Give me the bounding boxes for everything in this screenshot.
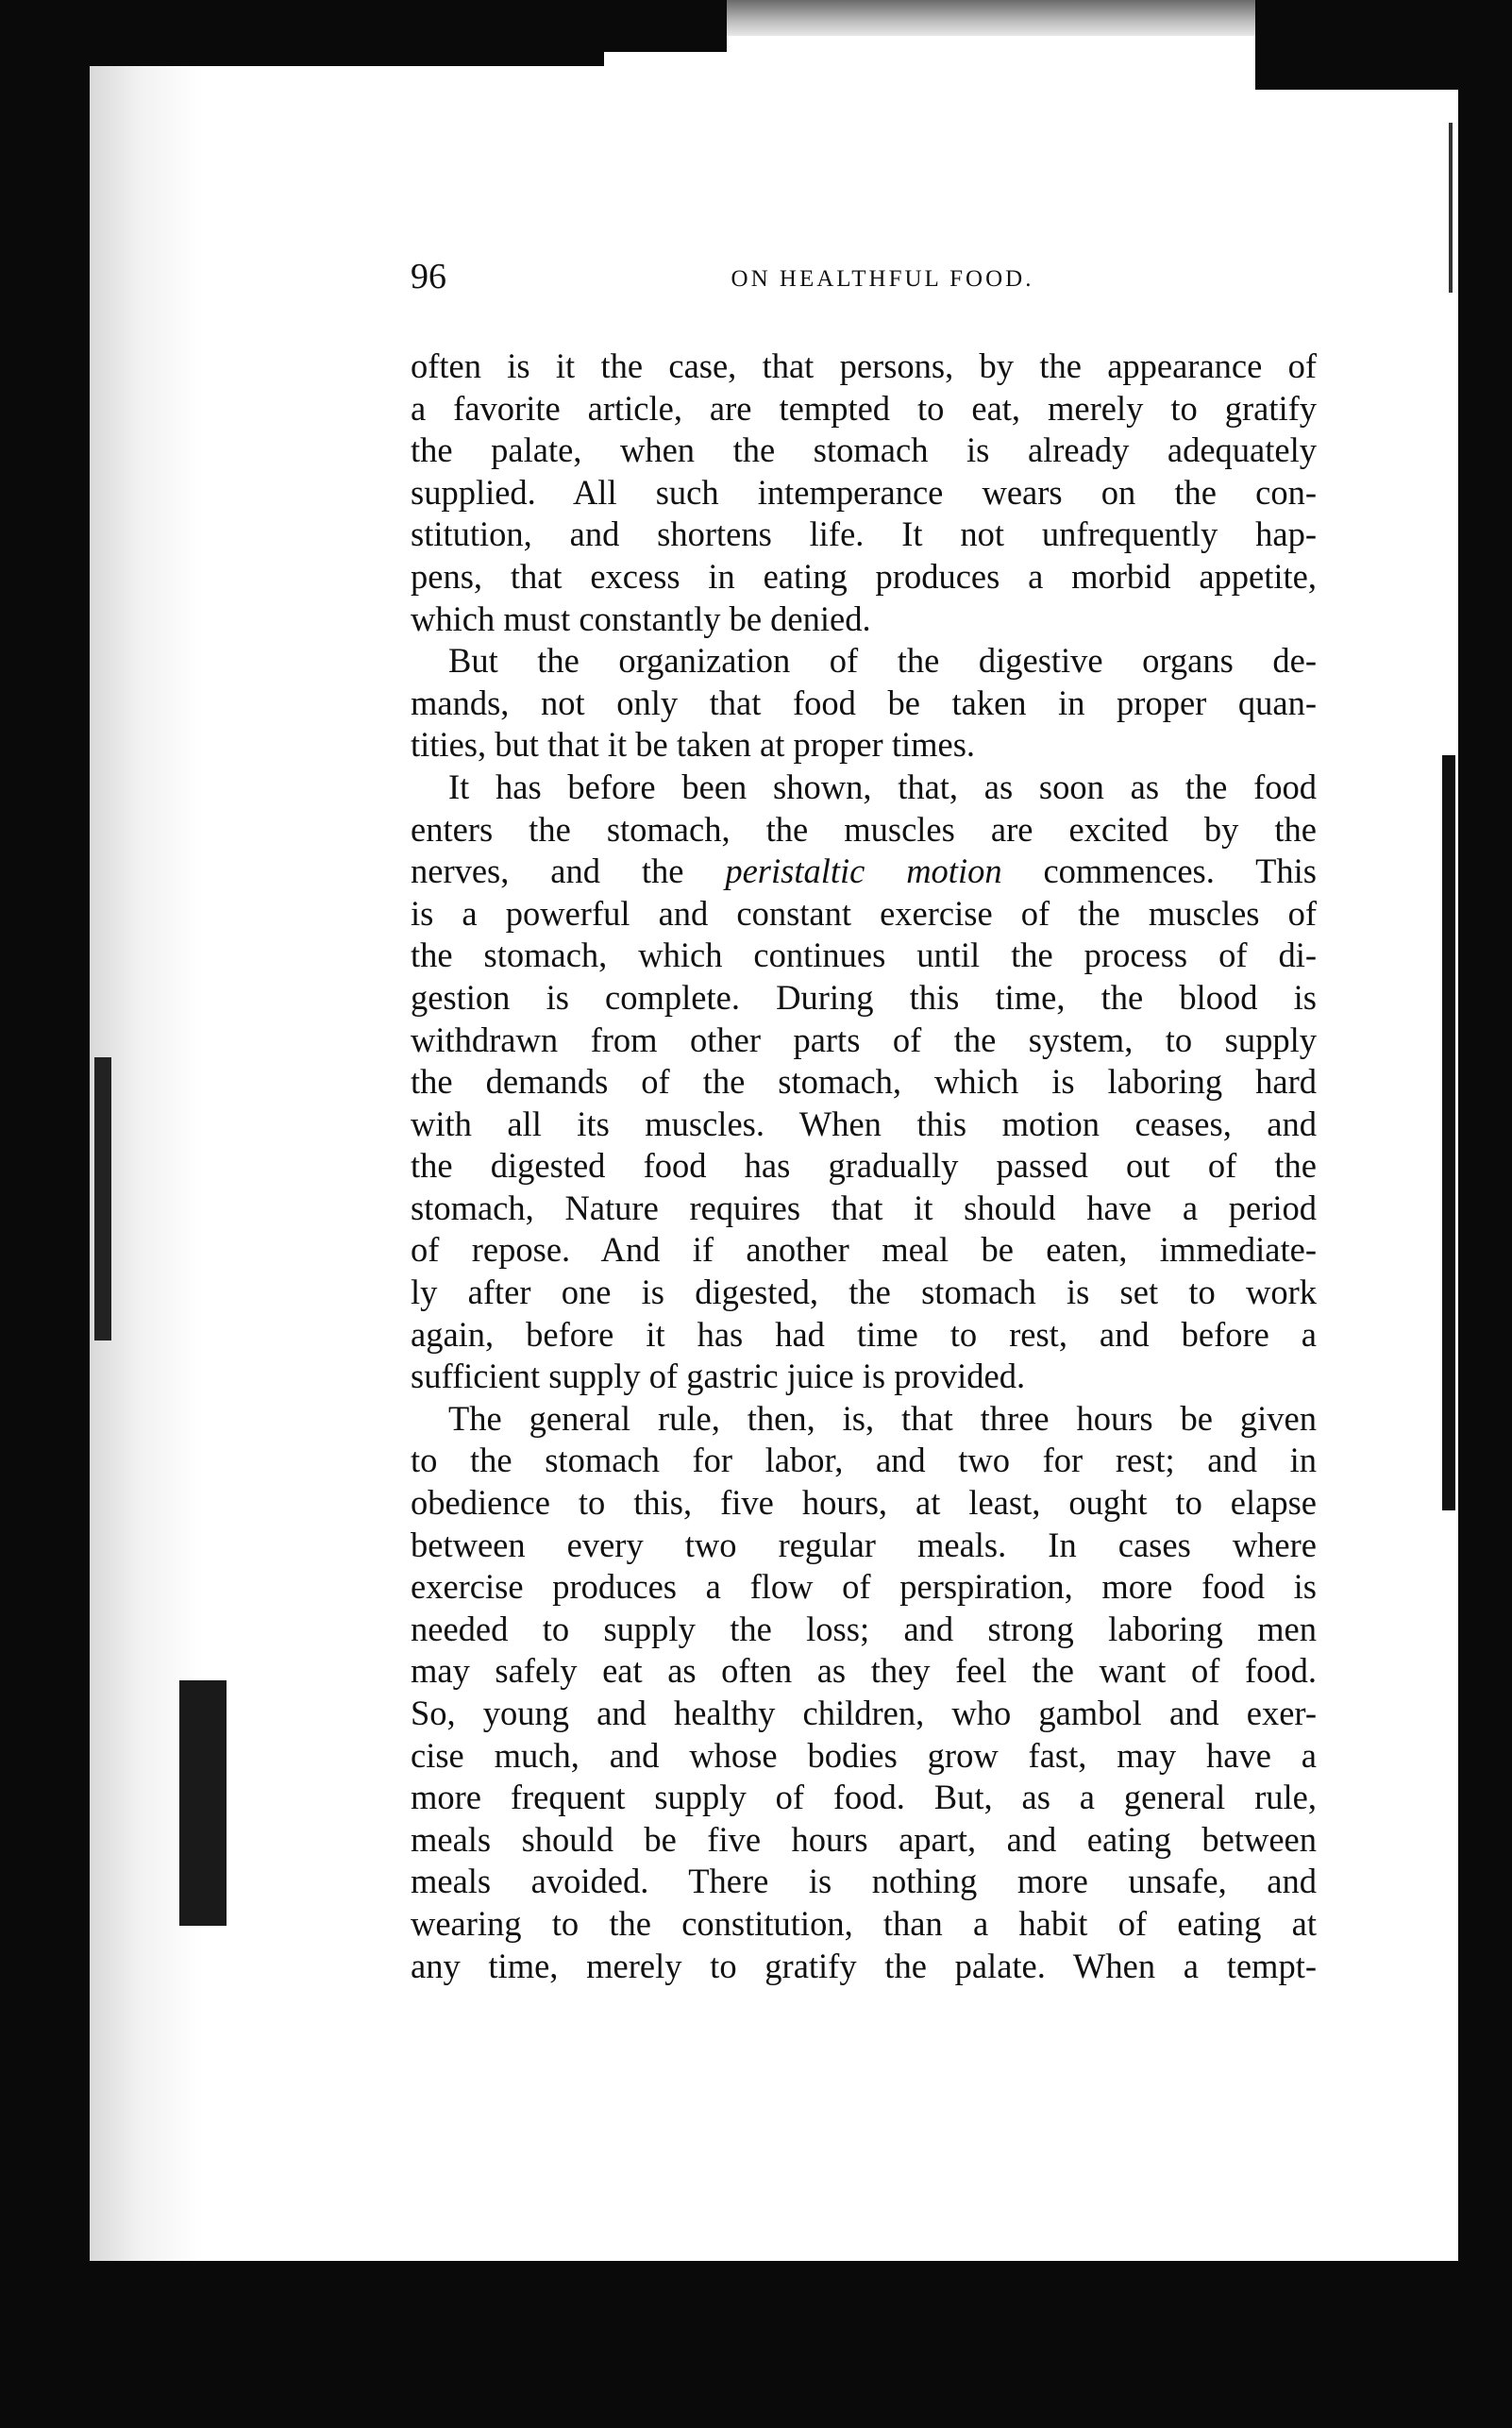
text-line: But the organization of the digestive organs de- xyxy=(448,641,1317,681)
running-head xyxy=(411,253,1317,300)
right-scan-border xyxy=(1458,76,1512,2428)
text-line: meals avoided. There is nothing more unsafe, and xyxy=(411,1862,1317,1901)
text-line: more frequent supply of food. But, as a general rule, xyxy=(411,1778,1317,1817)
text-line: tities, but that it be taken at proper times. xyxy=(411,725,976,765)
running-title: ON HEALTHFUL FOOD. xyxy=(731,266,1034,292)
top-scan-strip xyxy=(727,0,1255,36)
text-line: which must constantly be denied. xyxy=(411,599,871,638)
text-line: may safely eat as often as they feel the want of food. xyxy=(411,1651,1317,1691)
text-line: stitution, and shortens life. It not unfrequently hap- xyxy=(411,514,1317,554)
text-line: meals should be five hours apart, and eating between xyxy=(411,1819,1317,1859)
text-line: obedience to this, five hours, at least, ought to elapse xyxy=(411,1483,1317,1523)
text-line: wearing to the constitution, than a habit of eating at xyxy=(411,1903,1317,1943)
left-scan-border xyxy=(0,0,90,2428)
text-line: between every two regular meals. In cases where xyxy=(411,1525,1317,1564)
text-line: the digested food has gradually passed out of the xyxy=(411,1146,1317,1186)
top-scan-border xyxy=(604,0,727,52)
paragraph xyxy=(411,1398,1317,1987)
text-line: The general rule, then, is, that three hours be given xyxy=(448,1398,1317,1438)
page-number: 96 xyxy=(411,257,446,296)
text-line: the palate, when the stomach is already adequately xyxy=(411,430,1317,470)
top-scan-border xyxy=(0,0,604,66)
bottom-scan-border xyxy=(0,2285,1512,2428)
text-line: ly after one is digested, the stomach is set to work xyxy=(411,1273,1317,1312)
text-line: pens, that excess in eating produces a morbid appetite, xyxy=(411,556,1317,596)
text-line: often is it the case, that persons, by the appearance of xyxy=(411,346,1317,385)
text-line: of repose. And if another meal be eaten, immediate- xyxy=(411,1230,1317,1270)
text-line: the demands of the stomach, which is laboring hard xyxy=(411,1062,1317,1102)
text-segment: nerves, and the xyxy=(411,851,726,891)
right-edge-mark xyxy=(1442,755,1455,1510)
text-line: to the stomach for labor, and two for rest; and in xyxy=(411,1441,1317,1480)
text-line: So, young and healthy children, who gambol and exer- xyxy=(411,1694,1317,1732)
text-line: supplied. All such intemperance wears on the con- xyxy=(411,472,1317,512)
italic-term: peristaltic motion xyxy=(725,851,1002,891)
text-line: the stomach, which continues until the process of di- xyxy=(411,936,1317,975)
paragraph xyxy=(411,346,1317,640)
text-line: needed to supply the loss; and strong laboring men xyxy=(411,1609,1317,1648)
text-line: enters the stomach, the muscles are excited by the xyxy=(411,809,1317,849)
text-line: any time, merely to gratify the palate. When a tempt- xyxy=(411,1946,1317,1985)
text-line: again, before it has had time to rest, and before a xyxy=(411,1314,1317,1354)
paragraph xyxy=(411,767,1317,1398)
text-line: It has before been shown, that, as soon as the food xyxy=(448,767,1317,806)
text-line: is a powerful and constant exercise of the muscles of xyxy=(411,893,1317,933)
text-line: sufficient supply of gastric juice is provided. xyxy=(411,1357,1026,1396)
book-page xyxy=(411,253,1317,1987)
text-line: mands, not only that food be taken in proper quan- xyxy=(411,683,1317,722)
text-segment: commences. This xyxy=(1001,851,1317,891)
left-edge-mark xyxy=(179,1680,227,1926)
left-edge-mark xyxy=(94,1057,111,1340)
text-line: with all its muscles. When this motion ceases, and xyxy=(411,1104,1317,1143)
text-line: a favorite article, are tempted to eat, merely to gratify xyxy=(411,388,1317,428)
text-line: withdrawn from other parts of the system, to supply xyxy=(411,1020,1317,1059)
text-line xyxy=(411,851,1317,893)
text-line: gestion is complete. During this time, the blood is xyxy=(411,977,1317,1017)
text-line: stomach, Nature requires that it should have a period xyxy=(411,1188,1317,1227)
right-edge-mark xyxy=(1449,123,1453,293)
paragraph xyxy=(411,640,1317,767)
text-line: exercise produces a flow of perspiration, more food is xyxy=(411,1567,1317,1607)
text-line: cise much, and whose bodies grow fast, may have a xyxy=(411,1735,1317,1775)
